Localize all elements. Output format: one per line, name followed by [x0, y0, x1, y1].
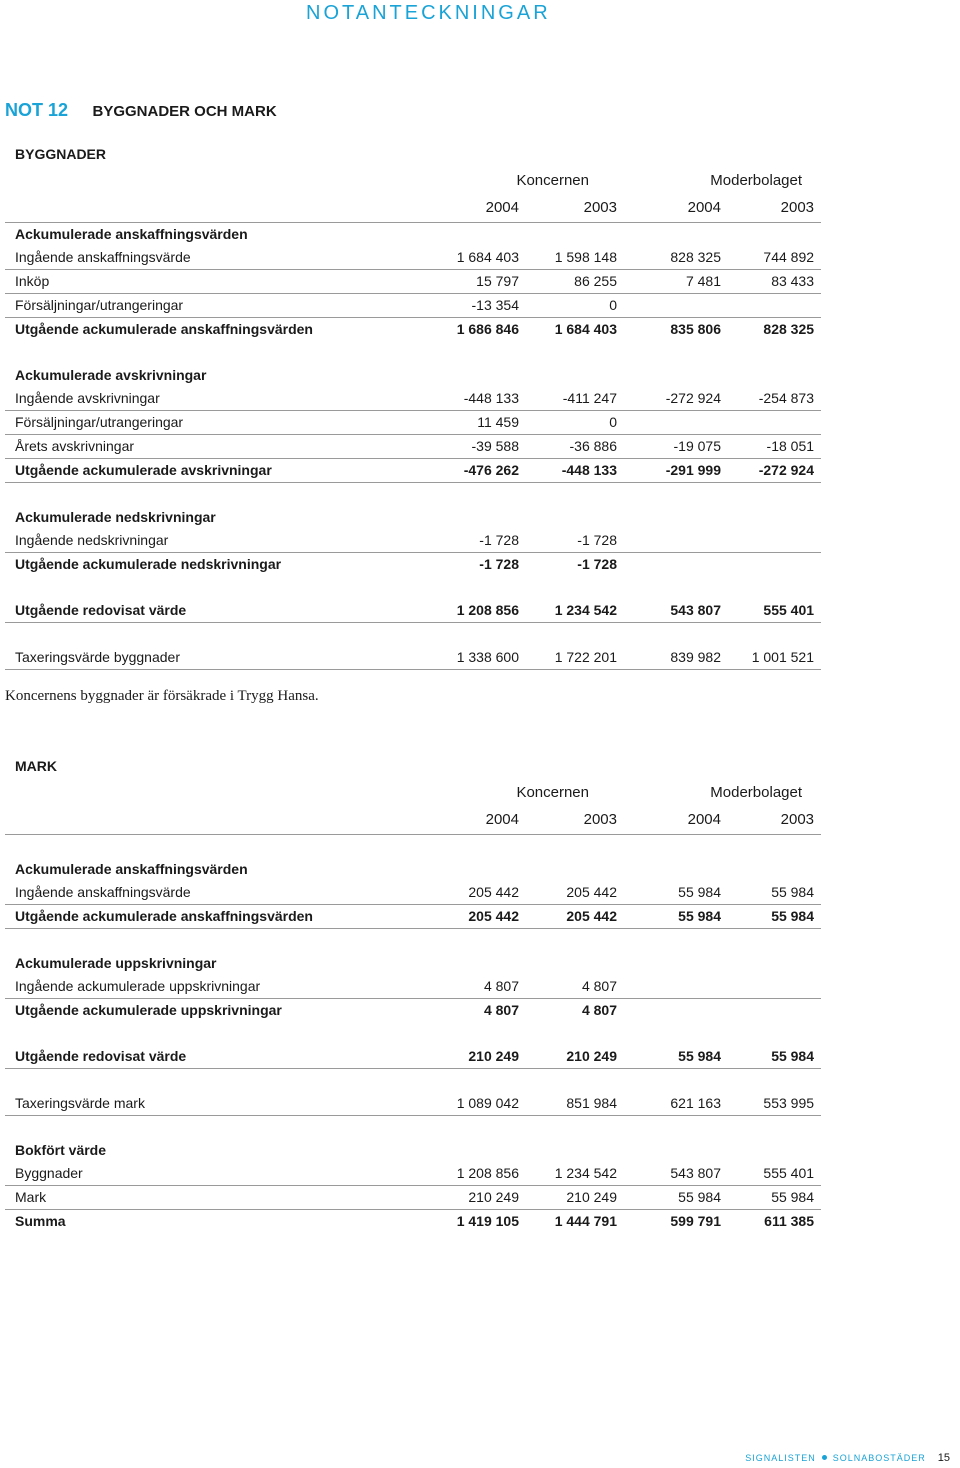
mark-section	[5, 758, 821, 1233]
row-label: Ingående avskrivningar	[5, 387, 425, 411]
row-label: Ackumulerade uppskrivningar	[15, 955, 217, 971]
table-row	[5, 1186, 821, 1210]
table-row	[5, 599, 821, 623]
note-title: BYGGNADER OCH MARK	[92, 103, 277, 120]
row-label: Ackumulerade avskrivningar	[15, 367, 207, 383]
cell-value: 543 807	[617, 599, 721, 623]
year-header-row	[5, 194, 821, 223]
cell-value	[617, 952, 721, 975]
row-label: Utgående redovisat värde	[5, 599, 425, 623]
cell-value: 0	[519, 294, 617, 318]
cell-value: -411 247	[519, 387, 617, 411]
row-label: Summa	[15, 1213, 66, 1229]
table-row	[5, 529, 821, 553]
spacer-row	[5, 341, 821, 364]
cell-value	[721, 1139, 814, 1162]
cell-value: 555 401	[721, 1162, 814, 1186]
page-footer	[745, 1452, 950, 1464]
cell-value: 1 208 856	[425, 1162, 519, 1186]
cell-value: 828 325	[617, 246, 721, 270]
mark-title: MARK	[15, 758, 57, 774]
cell-value: -254 873	[721, 387, 814, 411]
cell-value: 1 444 791	[554, 1213, 617, 1229]
table-row	[5, 435, 821, 459]
year-header: 2004	[425, 806, 519, 835]
cell-value	[617, 999, 721, 1023]
row-label: Ackumulerade anskaffningsvärden	[15, 226, 248, 242]
cell-value: 205 442	[425, 881, 519, 905]
cell-value: -1 728	[425, 529, 519, 553]
year-header-row	[5, 806, 821, 835]
cell-value: -272 924	[721, 459, 814, 483]
cell-value: 611 385	[764, 1213, 815, 1229]
table-row	[5, 270, 821, 294]
row-label: Ackumulerade nedskrivningar	[15, 509, 216, 525]
table-row	[5, 387, 821, 411]
spacer-row	[5, 1022, 821, 1045]
footnote: Koncernens byggnader är försäkrade i Trygg Hansa.	[5, 688, 319, 704]
year-header: 2003	[519, 806, 617, 835]
section-label: NOTANTECKNINGAR	[306, 2, 551, 24]
cell-value: 205 442	[519, 881, 617, 905]
subheading-row	[5, 364, 821, 387]
note-number: NOT 12	[5, 100, 69, 120]
byggnader-table	[5, 166, 821, 670]
cell-value	[519, 858, 617, 881]
row-label: Ingående nedskrivningar	[5, 529, 425, 553]
table-row	[5, 294, 821, 318]
cell-value	[519, 364, 617, 387]
cell-value: 11 459	[425, 411, 519, 435]
subheading-row	[5, 506, 821, 529]
row-label: Ingående ackumulerade uppskrivningar	[5, 975, 425, 999]
cell-value: 15 797	[425, 270, 519, 294]
row-label: Ingående anskaffningsvärde	[5, 246, 425, 270]
subheading-row	[5, 858, 821, 881]
cell-value	[721, 411, 814, 435]
group-header-koncernen: Koncernen	[516, 172, 589, 189]
cell-value: 55 984	[617, 881, 721, 905]
row-label: Taxeringsvärde mark	[5, 1092, 425, 1116]
cell-value	[721, 553, 814, 577]
cell-value: 1 722 201	[519, 646, 617, 670]
cell-value	[617, 364, 721, 387]
cell-value	[425, 506, 519, 529]
cell-value: 1 419 105	[456, 1213, 519, 1229]
table-row	[5, 1092, 821, 1116]
row-label: Ingående anskaffningsvärde	[5, 881, 425, 905]
table-row	[5, 1045, 821, 1069]
cell-value: 1 234 542	[519, 1162, 617, 1186]
cell-value: 1 001 521	[721, 646, 814, 670]
cell-value	[425, 952, 519, 975]
bullet-icon	[822, 1455, 827, 1460]
table-row	[5, 999, 821, 1023]
group-header-moderbolaget: Moderbolaget	[710, 172, 803, 189]
spacer-row	[5, 835, 821, 859]
row-label: Bokfört värde	[15, 1142, 107, 1158]
row-label: Inköp	[5, 270, 425, 294]
cell-value: 851 984	[519, 1092, 617, 1116]
cell-value	[425, 1139, 519, 1162]
cell-value	[519, 223, 617, 247]
cell-value	[617, 506, 721, 529]
cell-value: 210 249	[519, 1045, 617, 1069]
row-label: Byggnader	[5, 1162, 425, 1186]
note-heading	[5, 100, 277, 121]
cell-value: -19 075	[617, 435, 721, 459]
cell-value	[721, 529, 814, 553]
spacer-row	[5, 929, 821, 953]
cell-value: 0	[519, 411, 617, 435]
cell-value: 744 892	[721, 246, 814, 270]
cell-value: 83 433	[721, 270, 814, 294]
spacer-row	[5, 483, 821, 507]
spacer-row	[5, 576, 821, 599]
table-row	[5, 553, 821, 577]
cell-value: 86 255	[519, 270, 617, 294]
year-header: 2004	[425, 194, 519, 223]
cell-value	[617, 975, 721, 999]
footer-brand-right: SOLNABOSTÄDER	[832, 1453, 926, 1463]
row-label: Utgående ackumulerade uppskrivningar	[15, 1002, 282, 1018]
cell-value: 1 089 042	[425, 1092, 519, 1116]
cell-value: 1 684 403	[425, 246, 519, 270]
page-number: 15	[937, 1452, 950, 1464]
cell-value: -1 728	[479, 556, 519, 572]
cell-value: -13 354	[425, 294, 519, 318]
cell-value: -448 133	[519, 459, 617, 483]
row-label: Utgående ackumulerade anskaffningsvärden	[5, 905, 425, 929]
byggnader-title: BYGGNADER	[15, 146, 107, 162]
cell-value	[721, 999, 814, 1023]
cell-value: 55 984	[721, 881, 814, 905]
group-header-moderbolaget: Moderbolaget	[710, 784, 803, 801]
cell-value	[721, 294, 814, 318]
year-header: 2004	[617, 806, 721, 835]
cell-value	[617, 1139, 721, 1162]
cell-value	[617, 411, 721, 435]
subheading-row	[5, 952, 821, 975]
cell-value: 4 807	[483, 1002, 519, 1018]
group-header-row	[5, 166, 821, 194]
cell-value	[519, 1139, 617, 1162]
cell-value	[617, 529, 721, 553]
cell-value: -18 051	[721, 435, 814, 459]
cell-value	[721, 364, 814, 387]
table-row	[5, 975, 821, 999]
row-label: Mark	[5, 1186, 425, 1210]
table-row	[5, 905, 821, 929]
footer-brand-left: SIGNALISTEN	[745, 1453, 816, 1463]
cell-value: 553 995	[721, 1092, 814, 1116]
cell-value: 205 442	[519, 905, 617, 929]
table-row	[5, 881, 821, 905]
cell-value: 1 686 846	[456, 321, 519, 337]
cell-value: 621 163	[617, 1092, 721, 1116]
cell-value	[617, 294, 721, 318]
subheading-row	[5, 223, 821, 247]
year-header: 2003	[721, 806, 814, 835]
cell-value	[425, 364, 519, 387]
cell-value: -1 728	[519, 529, 617, 553]
row-label: Försäljningar/utrangeringar	[5, 294, 425, 318]
cell-value: -1 728	[577, 556, 617, 572]
row-label: Årets avskrivningar	[5, 435, 425, 459]
cell-value: 4 807	[425, 975, 519, 999]
cell-value: 55 984	[617, 905, 721, 929]
table-row	[5, 459, 821, 483]
cell-value: -39 588	[425, 435, 519, 459]
row-label: Taxeringsvärde byggnader	[5, 646, 425, 670]
cell-value: -291 999	[617, 459, 721, 483]
cell-value	[617, 553, 721, 577]
cell-value	[425, 223, 519, 247]
cell-value	[617, 223, 721, 247]
cell-value: 205 442	[425, 905, 519, 929]
cell-value: 555 401	[721, 599, 814, 623]
row-label: Utgående ackumulerade avskrivningar	[5, 459, 425, 483]
row-label: Ackumulerade anskaffningsvärden	[15, 861, 248, 877]
spacer-row	[5, 1116, 821, 1140]
cell-value: 835 806	[670, 321, 721, 337]
cell-value: -448 133	[425, 387, 519, 411]
table-row	[5, 318, 821, 342]
cell-value: 1 598 148	[519, 246, 617, 270]
cell-value	[519, 952, 617, 975]
row-label: Utgående ackumulerade anskaffningsvärden	[15, 321, 313, 337]
group-header-koncernen: Koncernen	[516, 784, 589, 801]
cell-value	[721, 952, 814, 975]
cell-value: 1 234 542	[519, 599, 617, 623]
cell-value	[617, 858, 721, 881]
byggnader-section	[5, 146, 821, 670]
cell-value: 210 249	[425, 1186, 519, 1210]
cell-value: 55 984	[721, 1045, 814, 1069]
table-row	[5, 246, 821, 270]
cell-value: -272 924	[617, 387, 721, 411]
cell-value: 4 807	[519, 975, 617, 999]
cell-value: 1 208 856	[425, 599, 519, 623]
spacer-row	[5, 623, 821, 647]
subheading-row	[5, 1139, 821, 1162]
cell-value: 55 984	[617, 1045, 721, 1069]
cell-value	[721, 975, 814, 999]
cell-value: -476 262	[425, 459, 519, 483]
cell-value	[721, 858, 814, 881]
cell-value: 599 791	[670, 1213, 721, 1229]
spacer-row	[5, 1069, 821, 1093]
cell-value	[721, 223, 814, 247]
table-row	[5, 646, 821, 670]
table-row	[5, 1162, 821, 1186]
cell-value: 839 982	[617, 646, 721, 670]
cell-value	[519, 506, 617, 529]
cell-value	[425, 858, 519, 881]
row-label: Försäljningar/utrangeringar	[5, 411, 425, 435]
cell-value: 1 684 403	[554, 321, 617, 337]
cell-value: 828 325	[763, 321, 815, 337]
cell-value: 543 807	[617, 1162, 721, 1186]
cell-value: 55 984	[617, 1186, 721, 1210]
cell-value: 210 249	[425, 1045, 519, 1069]
row-label: Utgående ackumulerade nedskrivningar	[15, 556, 282, 572]
cell-value	[721, 506, 814, 529]
group-header-row	[5, 778, 821, 806]
cell-value: 1 338 600	[425, 646, 519, 670]
cell-value: 55 984	[721, 905, 814, 929]
year-header: 2003	[519, 194, 617, 223]
cell-value: 210 249	[519, 1186, 617, 1210]
cell-value: 7 481	[617, 270, 721, 294]
year-header: 2003	[721, 194, 814, 223]
year-header: 2004	[617, 194, 721, 223]
table-row	[5, 1210, 821, 1234]
cell-value: -36 886	[519, 435, 617, 459]
cell-value: 4 807	[581, 1002, 617, 1018]
mark-table	[5, 778, 821, 1233]
cell-value: 55 984	[721, 1186, 814, 1210]
row-label: Utgående redovisat värde	[5, 1045, 425, 1069]
table-row	[5, 411, 821, 435]
